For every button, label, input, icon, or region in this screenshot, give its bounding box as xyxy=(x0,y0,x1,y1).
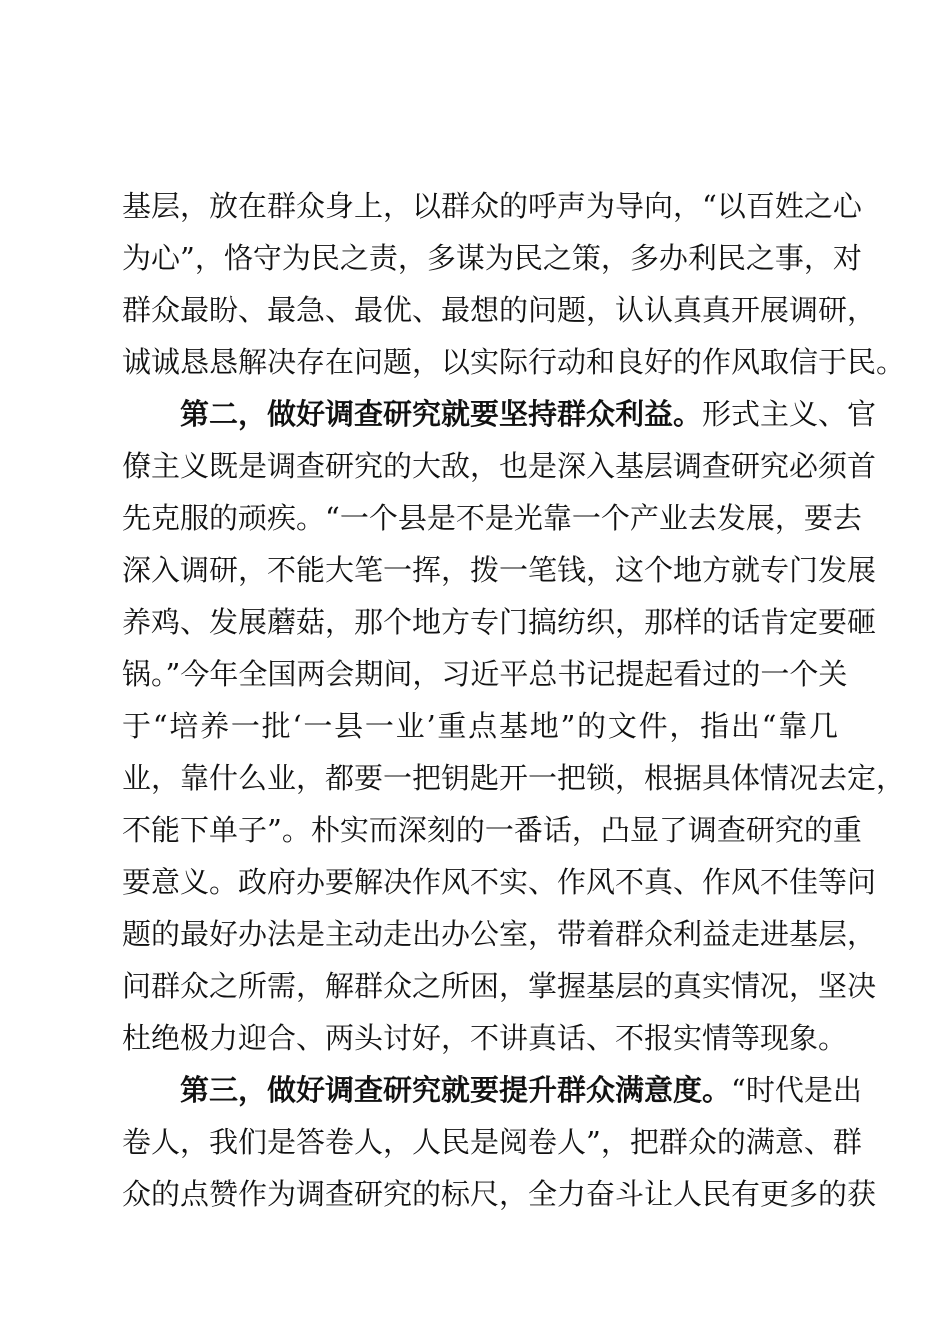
paragraph-line xyxy=(122,440,877,492)
line-text: 要意义。政府办要解决作风不实、作风不真、作风不佳等问 xyxy=(122,865,877,899)
line-text: 诚诚恳恳解决存在问题，以实际行动和良好的作风取信于民。 xyxy=(122,345,906,379)
line-text: 锅。”今年全国两会期间，习近平总书记提起看过的一个关 xyxy=(122,657,848,691)
paragraph-line xyxy=(122,960,877,1012)
line-text: 形式主义、官 xyxy=(702,397,877,431)
line-text: 群众最盼、最急、最优、最想的问题，认认真真开展调研， xyxy=(122,293,877,327)
document-body xyxy=(122,180,906,1220)
line-text: 深入调研，不能大笔一挥，拨一笔钱，这个地方就专门发展 xyxy=(122,553,877,587)
paragraph-line xyxy=(122,492,862,544)
line-text: 业，靠什么业，都要一把钥匙开一把锁，根据具体情况去定， xyxy=(122,761,906,795)
paragraph-line xyxy=(122,596,877,648)
section-heading: 第三，做好调查研究就要提升群众满意度。 xyxy=(180,1073,732,1107)
line-text: 基层，放在群众身上，以群众的呼声为导向，“以百姓之心 xyxy=(122,189,862,223)
paragraph-line xyxy=(122,856,877,908)
paragraph-first-line xyxy=(122,1064,862,1116)
paragraph-line xyxy=(122,1012,848,1064)
paragraph-line xyxy=(122,700,838,752)
section-heading: 第二，做好调查研究就要坚持群众利益。 xyxy=(180,397,703,431)
paragraph-line xyxy=(122,908,877,960)
paragraph-line xyxy=(122,804,862,856)
line-text: 养鸡、发展蘑菇，那个地方专门搞纺织，那样的话肯定要砸 xyxy=(122,605,877,639)
line-text: 杜绝极力迎合、两头讨好，不讲真话、不报实情等现象。 xyxy=(122,1021,848,1055)
line-text: 为心”，恪守为民之责，多谋为民之策，多办利民之事，对 xyxy=(122,241,862,275)
paragraph-line xyxy=(122,180,862,232)
paragraph-line xyxy=(122,1168,877,1220)
paragraph-line xyxy=(122,284,877,336)
paragraph-line xyxy=(122,232,862,284)
paragraph-line xyxy=(122,648,848,700)
paragraph-first-line xyxy=(122,388,877,440)
line-text: “时代是出 xyxy=(731,1073,862,1107)
line-text: 众的点赞作为调查研究的标尺，全力奋斗让人民有更多的获 xyxy=(122,1177,877,1211)
line-text: 于“培养一批‘一县一业’重点基地”的文件，指出“靠几 xyxy=(122,709,838,743)
paragraph-line xyxy=(122,752,906,804)
line-text: 不能下单子”。朴实而深刻的一番话，凸显了调查研究的重 xyxy=(122,813,862,847)
line-text: 先克服的顽疾。“一个县是不是光靠一个产业去发展，要去 xyxy=(122,501,862,535)
line-text: 问群众之所需，解群众之所困，掌握基层的真实情况，坚决 xyxy=(122,969,877,1003)
paragraph-line xyxy=(122,336,906,388)
line-text: 卷人，我们是答卷人，人民是阅卷人”，把群众的满意、群 xyxy=(122,1125,862,1159)
paragraph-line xyxy=(122,544,877,596)
paragraph-line xyxy=(122,1116,862,1168)
line-text: 僚主义既是调查研究的大敌，也是深入基层调查研究必须首 xyxy=(122,449,877,483)
line-text: 题的最好办法是主动走出办公室，带着群众利益走进基层， xyxy=(122,917,877,951)
